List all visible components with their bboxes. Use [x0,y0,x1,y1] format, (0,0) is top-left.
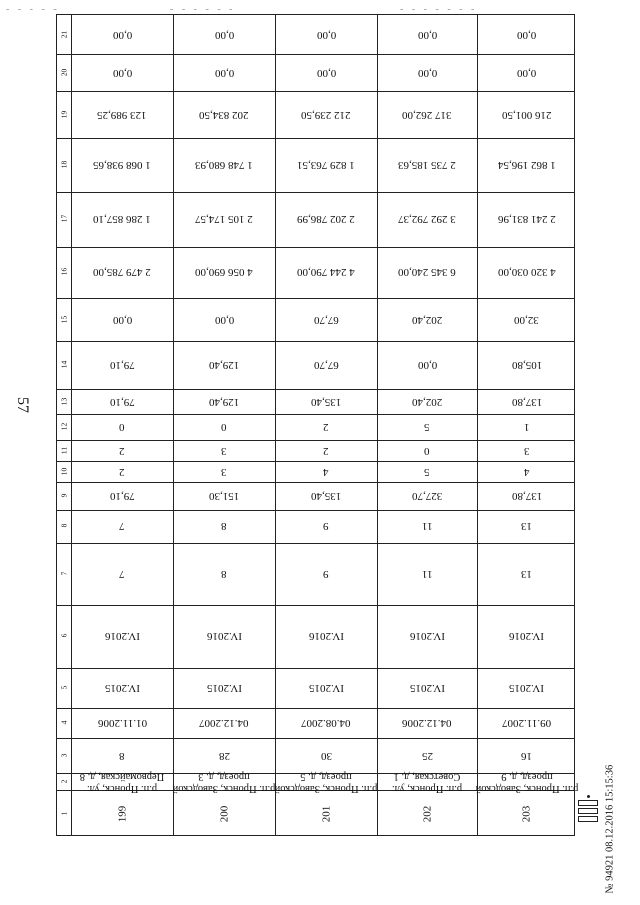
table-cell: 5 [424,465,430,478]
table-cell: 1 829 763,51 [297,159,355,171]
address-cell: р.п. Пронск, ул. Первомайская, д. 8 [79,770,165,794]
table-gridline [57,440,574,441]
column-header: 17 [59,215,69,223]
scan-artifact: - - - - - - [170,4,236,15]
table-gridline [57,389,574,390]
table-gridline [57,738,574,739]
table-cell: 2 105 174,57 [195,213,253,226]
table-cell: 04.12.2007 [199,717,249,730]
column-header: 11 [59,446,69,454]
table-cell: 3 [221,465,227,478]
column-header: 4 [59,720,69,725]
table-cell: 6 345 240,00 [398,266,456,279]
table-cell: 4 [523,465,529,478]
table-cell: 7 [119,520,125,533]
table-cell: IV.2015 [308,681,344,694]
table-cell: 25 [421,749,433,762]
table-cell: 4 244 790,00 [297,266,355,279]
table-cell: 2 [119,465,125,478]
table-cell: 8 [221,520,227,533]
table-cell: 202 [420,805,433,822]
table-cell: IV.2015 [509,681,544,694]
table-cell: 202,40 [412,313,443,326]
table-gridline [71,15,72,835]
table-cell: 202,40 [412,395,443,408]
table-gridline [57,482,574,483]
table-gridline [57,414,574,415]
table-cell: 129,40 [209,395,240,408]
table-cell: 67,70 [313,313,339,326]
table-cell: 135,40 [311,395,342,408]
column-header: 7 [59,571,69,576]
table-gridline [57,138,574,139]
table-cell: IV.2016 [206,630,242,643]
registry-logo-icon [578,793,598,823]
table-cell: 137,80 [511,489,542,502]
table-cell: 67,70 [313,359,339,372]
table-gridline [57,510,574,511]
table-cell: 2 479 785,00 [93,266,151,279]
table-cell: 202 834,50 [199,108,249,121]
table-cell: 135,40 [311,489,342,502]
table-cell: 0,00 [112,313,132,326]
table-gridline [57,461,574,462]
table-cell: 199 [115,805,128,822]
column-header: 3 [59,753,69,757]
table-cell: 201 [319,805,332,822]
table-gridline [57,54,574,55]
column-header: 1 [59,811,69,815]
table-cell: 2 [323,421,329,434]
table-cell: 0,00 [417,28,437,41]
table-cell: 32,00 [514,313,539,326]
table-cell: 327,70 [412,489,443,502]
table-gridline [57,543,574,544]
table-gridline [57,708,574,709]
table-gridline [57,298,574,299]
page-number: 57 [14,397,31,413]
table-cell: 3 [523,444,529,457]
table-cell: 317 262,00 [402,108,452,121]
table-cell: 79,10 [109,359,135,372]
table-cell: 0,00 [112,66,132,79]
table-cell: 30 [320,749,332,762]
table-cell: 0 [424,444,430,457]
address-cell: р.п. Пронск, Заводской проезд, д. 5 [274,770,378,794]
table-cell: 2 [323,444,329,457]
table-gridline [57,668,574,669]
table-cell: 79,10 [109,395,135,408]
table-cell: 13 [521,520,532,533]
table-cell: 11 [421,520,433,533]
table-cell: 0 [119,421,125,434]
table-cell: 0,00 [316,66,336,79]
column-header: 19 [59,110,69,119]
table-cell: 04.12.2006 [402,717,452,730]
table-gridline [275,15,276,835]
table-cell: 4 056 690,00 [195,266,253,279]
table-cell: IV.2015 [409,681,445,694]
table-cell: 7 [119,567,125,580]
column-header: 16 [59,268,69,276]
table-cell: 0,00 [417,66,437,79]
table-cell: 105,80 [511,359,542,372]
table-cell: 9 [323,520,329,533]
table-cell: 4 320 030,00 [497,266,556,279]
table-gridline [57,341,574,342]
table-cell: 0,00 [517,66,537,79]
table-cell: 200 [217,805,230,822]
table-cell: 212 239,50 [301,108,351,121]
scan-artifact: - - - - - [6,4,60,15]
table-gridline [57,91,574,92]
column-header: 6 [59,634,69,638]
table-cell: 4 [323,465,329,478]
table-cell: 0,00 [517,28,537,41]
table-cell: 1 748 680,93 [195,159,253,171]
table-cell: 13 [521,567,532,580]
table-cell: 1 862 196,54 [497,159,556,171]
table-cell: 3 [221,444,227,457]
table-cell: 01.11.2006 [97,717,147,730]
table-cell: 09.11.2007 [502,717,552,730]
table-cell: 0,00 [417,359,437,372]
table-cell: IV.2016 [104,630,140,643]
table-cell: 2 [119,444,125,457]
table-gridline [57,192,574,193]
table-cell: 129,40 [209,359,240,372]
column-header: 14 [59,360,69,369]
registration-stamp: № 94921 08.12.2016 15:15:36 [604,764,616,894]
table-cell: 1 286 857,10 [93,213,151,226]
column-header: 5 [59,685,69,690]
table-cell: 8 [221,567,227,580]
table-cell: IV.2016 [509,630,544,643]
table-cell: 3 292 792,37 [398,213,456,226]
table-cell: IV.2016 [409,630,445,643]
table-cell: 28 [218,749,230,762]
column-header: 21 [59,30,69,38]
column-header: 8 [59,523,69,528]
table-cell: 216 001,50 [501,108,551,121]
column-header: 15 [59,315,69,323]
table-cell: 0 [221,421,227,434]
table-gridline [57,247,574,248]
table-cell: 1 [523,421,529,434]
table-gridline [477,15,478,835]
table-cell: 2 202 786,99 [297,213,355,226]
data-table [56,14,578,836]
table-cell: IV.2016 [308,630,344,643]
table-gridline [57,605,574,606]
table-cell: 0,00 [112,28,132,41]
column-header: 12 [59,422,69,431]
table-cell: 8 [119,749,125,762]
address-cell: р.п. Пронск, ул. Советская, д. 1 [391,770,463,794]
table-cell: 11 [421,567,433,580]
column-header: 20 [59,68,69,77]
table-cell: 5 [424,421,430,434]
column-header: 13 [59,397,69,405]
table-cell: 0,00 [214,66,234,79]
table-cell: 0,00 [214,28,234,41]
table-gridline [173,15,174,835]
table-cell: 2 241 831,96 [497,213,556,226]
table-cell: 0,00 [214,313,234,326]
address-cell: р.п. Пронск, Заводской проезд, д. 3 [172,770,276,794]
table-cell: 1 068 938,65 [93,159,151,171]
table-cell: IV.2015 [104,681,140,694]
table-cell: 9 [323,567,329,580]
table-cell: 04.08.2007 [301,717,351,730]
table-cell: 79,10 [109,489,135,502]
table-cell: 16 [521,749,532,762]
table-cell: 137,80 [511,395,542,408]
table-cell: 0,00 [316,28,336,41]
table-cell: 203 [520,805,533,822]
table-cell: 123 989,25 [97,108,147,121]
column-header: 2 [59,779,69,783]
table-gridline [377,15,378,835]
column-header: 10 [59,467,69,475]
scan-artifact: - - - - - - - [400,4,478,15]
address-cell: р.п. Пронск, Заводской проезд, д. 9 [475,770,578,794]
column-header: 18 [59,160,69,169]
column-header: 9 [59,493,69,498]
table-cell: IV.2015 [206,681,242,694]
table-cell: 2 735 185,63 [398,159,456,171]
table-cell: 151,30 [209,489,240,502]
